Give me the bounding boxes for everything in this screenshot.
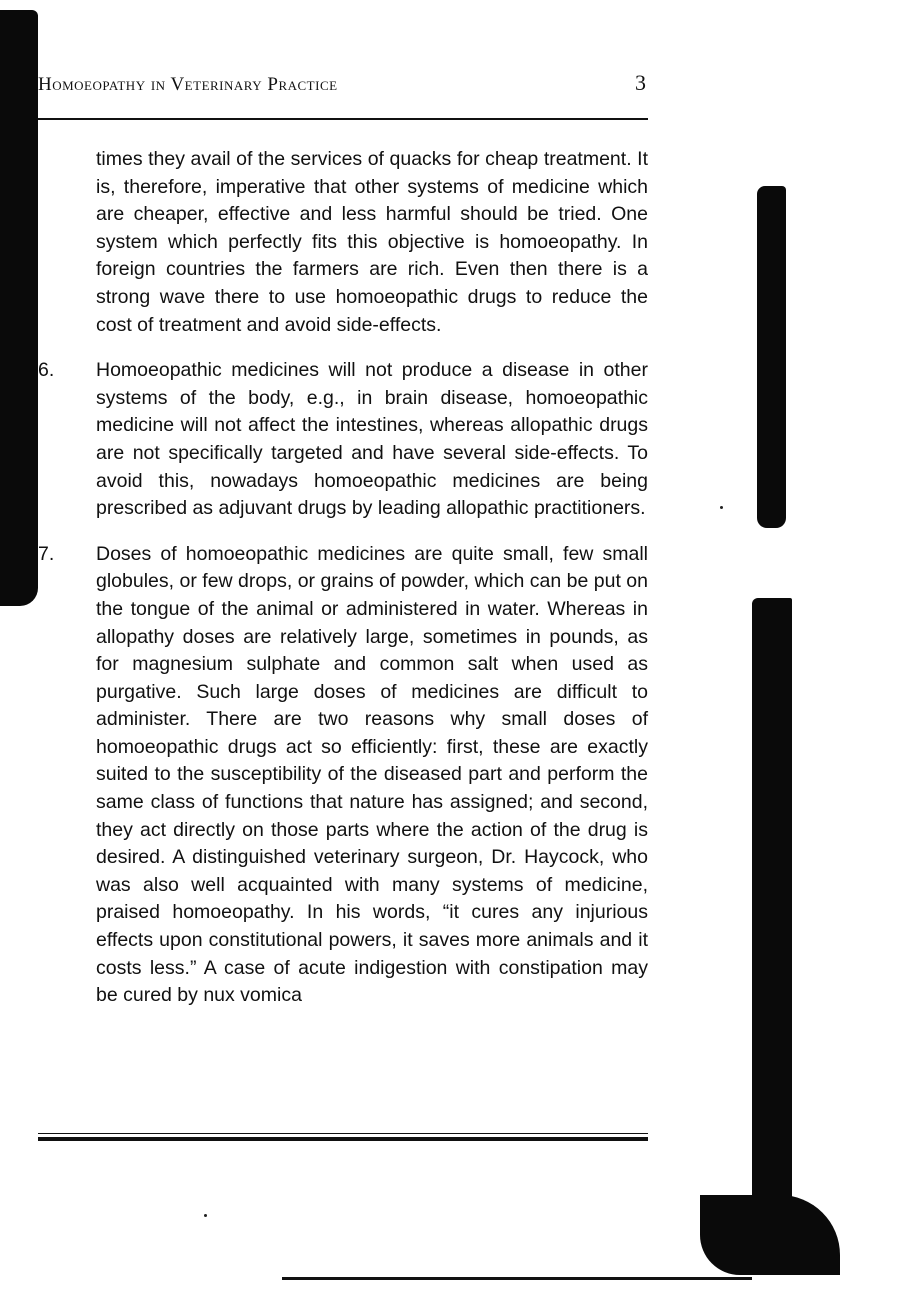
page-number: 3	[635, 70, 646, 95]
paragraph-text: Homoeopathic medicines will not produce a disease in other systems of the body, e.g., in brain disease, homoeopathic medicine will not affect the intestines, whereas allopathic drugs are not specifically targeted and have several side-effects. To avoid this, nowadays homoeopathic medicines are being prescribed as adjuvant drugs by leading allopathic practitioners.	[96, 359, 648, 520]
running-title: Homoeopathy in Veterinary Practice	[38, 74, 338, 95]
body-text	[38, 146, 648, 1010]
scan-shadow-right-lower	[752, 598, 792, 1274]
paragraph-number: 6.	[38, 359, 55, 382]
paragraph-text: times they avail of the services of quacks for cheap treatment. It is, therefore, imperative that other systems of medicine which are cheaper, effective and less harmful should be tried. One system which perfectly fits this objective is homoeopathy. In foreign countries the farmers are rich. Even then there is a strong wave there to use homoeopathic drugs to reduce the cost of treatment and avoid side-effects.	[96, 148, 648, 336]
scan-shadow-right-upper	[757, 186, 786, 528]
scan-shadow-left	[0, 10, 38, 606]
footer-double-rule	[38, 1133, 648, 1141]
paragraph-text: Doses of homoeopathic medicines are quite small, few small globules, or few drops, or grains of powder, which can be put on the tongue of the animal or administered in water. Whereas in allopathy doses are relatively large, sometimes in pounds, as for magnesium sulphate and common salt when used as purgative. Such large doses of medicines are difficult to administer. There are two reasons why small doses of homoeopathic drugs act so efficiently: first, these are exactly suited to the susceptibility of the diseased part and perform the same class of functions that nature has assigned; and second, they act directly on those parts where the action of the drug is desired. A distinguished veterinary surgeon, Dr. Haycock, who was also well acquainted with many systems of medicine, praised homoeopathy. In his words, “it cures any injurious effects upon constitutional powers, it saves more animals and it costs less.” A case of acute indigestion with constipation may be cured by nux vomica	[96, 542, 648, 1007]
scan-speck	[204, 1214, 207, 1217]
paragraph-7	[38, 541, 648, 1010]
scan-shadow-corner	[700, 1195, 840, 1275]
running-head	[38, 70, 648, 120]
page-bottom-edge	[282, 1277, 752, 1280]
paragraph-6	[38, 357, 648, 523]
paragraph-continued	[38, 146, 648, 339]
scan-speck	[720, 506, 723, 509]
paragraph-number: 7.	[38, 542, 55, 565]
